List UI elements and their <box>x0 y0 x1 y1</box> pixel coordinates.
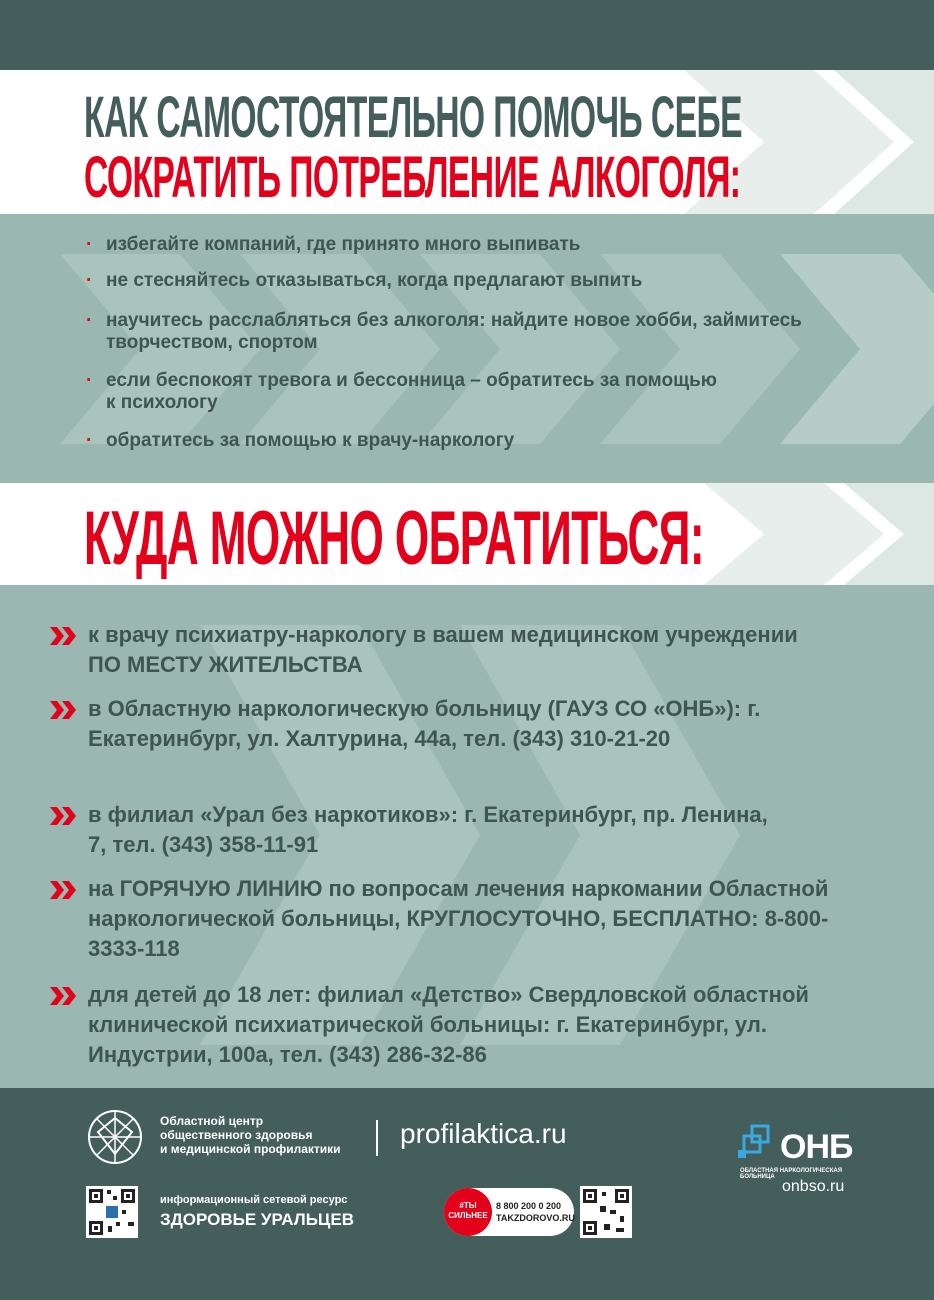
place-text: для детей до 18 лет: филиал «Детство» Свердловской областной клинической психиатрической больницы: г. Екатеринбург, ул. Индустрии, 100а, тел. (343) 286-32-86 <box>88 982 809 1067</box>
place-text: в Областную наркологическую больницу (ГАУЗ СО «ОНБ»): г. Екатеринбург, ул. Халтурина, 44а, тел. (343) 310-21-20 <box>88 696 761 751</box>
heading-1-line-2: СОКРАТИТЬ ПОТРЕБЛЕНИЕ АЛКОГОЛЯ: <box>84 145 741 210</box>
place-item <box>50 694 840 754</box>
tip-text: избегайте компаний, где принято много выпивать <box>106 234 581 255</box>
place-item <box>50 874 870 964</box>
health-center-line: общественного здоровья <box>160 1128 313 1142</box>
health-center-name <box>160 1114 341 1156</box>
bullet-icon: · <box>86 370 93 391</box>
badge-line: СИЛЬНЕЕ <box>448 1211 488 1220</box>
hotline-badge <box>444 1188 574 1236</box>
tip-item <box>86 234 580 256</box>
top-band <box>0 0 934 70</box>
tip-item <box>86 430 514 452</box>
place-item <box>50 620 820 680</box>
hotline-site: TAKZDOROVO.RU <box>496 1213 575 1223</box>
badge-line: #ТЫ <box>459 1201 477 1210</box>
resource-label: информационный сетевой ресурс <box>160 1194 348 1206</box>
heading-band-1 <box>0 70 934 214</box>
double-chevron-icon <box>50 807 78 825</box>
bullet-icon: · <box>86 310 93 331</box>
health-center-line: Областной центр <box>160 1114 264 1128</box>
double-chevron-icon <box>50 627 78 645</box>
onb-site-link[interactable]: onbso.ru <box>782 1178 845 1195</box>
health-center-logo-icon <box>86 1108 144 1166</box>
place-text: на ГОРЯЧУЮ ЛИНИЮ по вопросам лечения наркомании Областной наркологической больницы, КРУГЛОСУТОЧНО, БЕСПЛАТНО: 8-800-3333-118 <box>88 876 829 961</box>
strong-badge-icon <box>444 1188 492 1236</box>
heading-2: КУДА МОЖНО ОБРАТИТЬСЯ: <box>84 496 704 581</box>
place-item <box>50 800 790 860</box>
footer <box>0 1088 934 1300</box>
health-center-line: и медицинской профилактики <box>160 1142 341 1156</box>
tip-text: не стесняйтесь отказываться, когда предлагают выпить <box>106 270 643 291</box>
tip-item <box>86 310 846 354</box>
site-link[interactable]: profilaktica.ru <box>400 1118 567 1149</box>
place-item <box>50 980 870 1070</box>
qr-code-icon <box>86 1186 138 1238</box>
double-chevron-icon <box>50 701 78 719</box>
tip-item <box>86 370 726 414</box>
onb-logo-text: ОНБ <box>780 1128 853 1166</box>
tip-text: обратитесь за помощью к врачу-наркологу <box>106 430 515 451</box>
place-text: к врачу психиатру-наркологу в вашем медицинском учреждении ПО МЕСТУ ЖИТЕЛЬСТВА <box>88 622 798 677</box>
bullet-icon: · <box>86 270 93 291</box>
tip-text: если беспокоят тревога и бессонница – обратитесь за помощью к психологу <box>106 370 718 413</box>
footer-divider <box>376 1120 378 1156</box>
hotline-phone: 8 800 200 0 200 <box>496 1201 562 1211</box>
bullet-icon: · <box>86 234 93 255</box>
qr-code-icon <box>580 1186 632 1238</box>
tip-text: научитесь расслабляться без алкоголя: найдите новое хобби, займитесь творчеством, спортом <box>106 310 802 353</box>
onb-caption: ОБЛАСТНАЯ НАРКОЛОГИЧЕСКАЯ БОЛЬНИЦА <box>740 1168 843 1180</box>
tip-item <box>86 270 642 292</box>
place-text: в филиал «Урал без наркотиков»: г. Екатеринбург, пр. Ленина, 7, тел. (343) 358-11-91 <box>88 802 768 857</box>
heading-band-2 <box>0 483 934 585</box>
double-chevron-icon <box>50 881 78 899</box>
onb-logo-icon <box>738 1124 776 1164</box>
resource-name: ЗДОРОВЬЕ УРАЛЬЦЕВ <box>160 1210 354 1229</box>
bullet-icon: · <box>86 430 93 451</box>
double-chevron-icon <box>50 987 78 1005</box>
heading-1-line-1: КАК САМОСТОЯТЕЛЬНО ПОМОЧЬ СЕБЕ <box>84 85 742 150</box>
